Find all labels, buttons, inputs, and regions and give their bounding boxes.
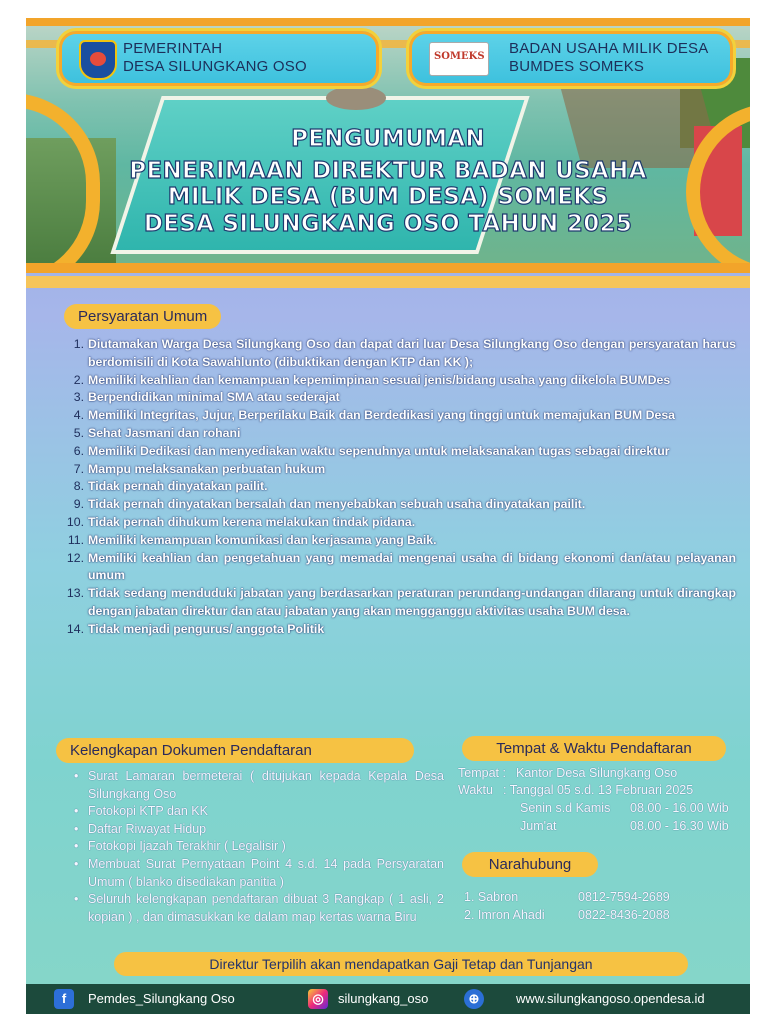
contact-phone-1: 0812-7594-2689 <box>578 890 670 904</box>
requirements-heading: Persyaratan Umum <box>64 304 221 329</box>
document-item: • Fotokopi KTP dan KK <box>74 803 444 821</box>
requirement-text: Tidak sedang menduduki jabatan yang berdasarkan peraturan perundang-undangan dilarang untuk dirangkap dengan jabatan direktur dan atau jabatan yang akan mengganggu aktivitas usaha BUM desa. <box>88 586 736 618</box>
requirement-number: 3. <box>73 390 84 405</box>
requirement-text: Mampu melaksanakan perbuatan hukum <box>88 461 326 476</box>
requirement-item <box>66 372 736 390</box>
requirement-text: Tidak pernah dinyatakan bersalah dan menyebabkan sebuah usaha dinyatakan pailit. <box>88 497 586 512</box>
schedule-heading: Tempat & Waktu Pendaftaran <box>462 736 726 761</box>
requirement-text: Memiliki Integritas, Jujur, Berperilaku Baik dan Berdedikasi yang tinggi untuk memajukan BUM Desa <box>88 408 675 423</box>
requirement-item <box>66 389 736 407</box>
requirement-number: 9. <box>73 497 84 512</box>
schedule-weekday-label: Senin s.d Kamis <box>520 801 611 815</box>
instagram-icon[interactable]: ◎ <box>308 989 328 1009</box>
requirement-number: 4. <box>73 408 84 423</box>
requirement-number: 12. <box>66 550 84 565</box>
contacts-heading: Narahubung <box>462 852 598 877</box>
requirement-text: Tidak menjadi pengurus/ anggota Politik <box>88 621 325 636</box>
website-link[interactable]: www.silungkangoso.opendesa.id <box>516 991 705 1006</box>
requirement-text: Memiliki kemampuan komunikasi dan kerjasama yang Baik. <box>88 532 437 547</box>
schedule-weekday-hours: 08.00 - 16.00 Wib <box>630 801 729 815</box>
bumdes-line1: BADAN USAHA MILIK DESA <box>509 40 709 57</box>
announcement-poster <box>26 18 750 1014</box>
schedule-place: Kantor Desa Silungkang Oso <box>516 766 678 780</box>
requirement-item <box>66 443 736 461</box>
requirement-text: Berpendidikan minimal SMA atau sederajat <box>88 390 340 405</box>
facebook-icon[interactable]: f <box>54 989 74 1009</box>
requirement-number: 8. <box>73 479 84 494</box>
requirement-item <box>66 496 736 514</box>
bumdes-logo: SOMEKS <box>429 42 489 76</box>
requirement-number: 2. <box>73 372 84 387</box>
government-line2: DESA SILUNGKANG OSO <box>123 58 307 75</box>
requirement-item <box>66 336 736 372</box>
footer-bar <box>26 984 750 1014</box>
salary-notice: Direktur Terpilih akan mendapatkan Gaji Tetap dan Tunjangan <box>114 952 688 976</box>
requirement-item <box>66 585 736 621</box>
document-item: • Daftar Riwayat Hidup <box>74 821 444 839</box>
instagram-handle[interactable]: silungkang_oso <box>338 991 429 1006</box>
requirement-text: Sehat Jasmani dan rohani <box>88 425 241 440</box>
requirement-item <box>66 514 736 532</box>
schedule-time-label: Waktu <box>458 783 493 797</box>
requirement-text: Diutamakan Warga Desa Silungkang Oso dan dapat dari luar Desa Silungkang Oso dengan persyaratan harus berdomisili di Kota Sawahlunto (dibuktikan dengan KTP dan KK ); <box>88 337 736 369</box>
schedule-friday-label: Jum'at <box>520 819 557 833</box>
title-line-2: MILIK DESA (BUM DESA) SOMEKS <box>167 184 609 210</box>
contact-name-1: 1. Sabron <box>464 890 519 904</box>
requirement-item <box>66 461 736 479</box>
contact-phone-2: 0822-8436-2088 <box>578 908 670 922</box>
document-item: • Surat Lamaran bermeterai ( ditujukan kepada Kepala Desa Silungkang Oso <box>74 768 444 803</box>
requirements-list <box>66 336 736 639</box>
government-badge <box>56 28 382 89</box>
documents-list <box>74 768 444 926</box>
requirement-number: 6. <box>73 443 84 458</box>
requirement-item <box>66 532 736 550</box>
requirement-item <box>66 425 736 443</box>
hero-photo <box>26 18 750 263</box>
requirement-text: Memiliki keahlian dan kemampuan kepemimpinan sesuai jenis/bidang usaha yang dikelola BUMDes <box>88 372 671 387</box>
requirement-item <box>66 550 736 586</box>
requirement-number: 14. <box>66 621 84 636</box>
announcement-heading: PENGUMUMAN <box>291 126 485 152</box>
facebook-handle[interactable]: Pemdes_Silungkang Oso <box>88 991 235 1006</box>
village-crest-icon <box>79 40 117 80</box>
requirement-number: 13. <box>66 586 84 601</box>
globe-icon[interactable]: ⊕ <box>464 989 484 1009</box>
contact-name-2: 2. Imron Ahadi <box>464 908 545 922</box>
requirement-text: Tidak pernah dihukum kerena melakukan tindak pidana. <box>88 514 416 529</box>
requirement-item <box>66 621 736 639</box>
government-line1: PEMERINTAH <box>123 40 223 57</box>
requirement-number: 10. <box>66 514 84 529</box>
schedule-date: : Tanggal 05 s.d. 13 Februari 2025 <box>503 783 694 797</box>
document-item: • Fotokopi Ijazah Terakhir ( Legalisir ) <box>74 838 444 856</box>
requirement-text: Tidak pernah dinyatakan pailit. <box>88 479 268 494</box>
title-line-1: PENERIMAAN DIREKTUR BADAN USAHA <box>129 158 647 184</box>
requirement-text: Memiliki Dedikasi dan menyediakan waktu sepenuhnya untuk melaksanakan tugas sebagai direktur <box>88 443 670 458</box>
requirement-number: 5. <box>73 425 84 440</box>
document-item: • Seluruh kelengkapan pendaftaran dibuat 3 Rangkap ( 1 asli, 2 kopian ) , dan dimasukkan ke dalam map kertas warna Biru <box>74 891 444 926</box>
requirement-text: Memiliki keahlian dan pengetahuan yang memadai mengenai usaha di bidang ekonomi dan/atau pelayanan umum <box>88 550 736 583</box>
requirement-number: 1. <box>73 337 84 351</box>
bumdes-badge <box>406 28 736 89</box>
documents-heading: Kelengkapan Dokumen Pendaftaran <box>56 738 414 763</box>
requirement-number: 7. <box>73 461 84 476</box>
bumdes-line2: BUMDES SOMEKS <box>509 58 645 75</box>
title-line-3: DESA SILUNGKANG OSO TAHUN 2025 <box>143 211 633 237</box>
requirement-item <box>66 478 736 496</box>
requirement-item <box>66 407 736 425</box>
schedule-friday-hours: 08.00 - 16.30 Wib <box>630 819 729 833</box>
requirement-number: 11. <box>67 532 84 547</box>
schedule-place-label: Tempat : <box>458 766 506 780</box>
document-item: • Membuat Surat Pernyataan Point 4 s.d. 14 pada Persyaratan Umum ( blanko disediakan panitia ) <box>74 856 444 891</box>
